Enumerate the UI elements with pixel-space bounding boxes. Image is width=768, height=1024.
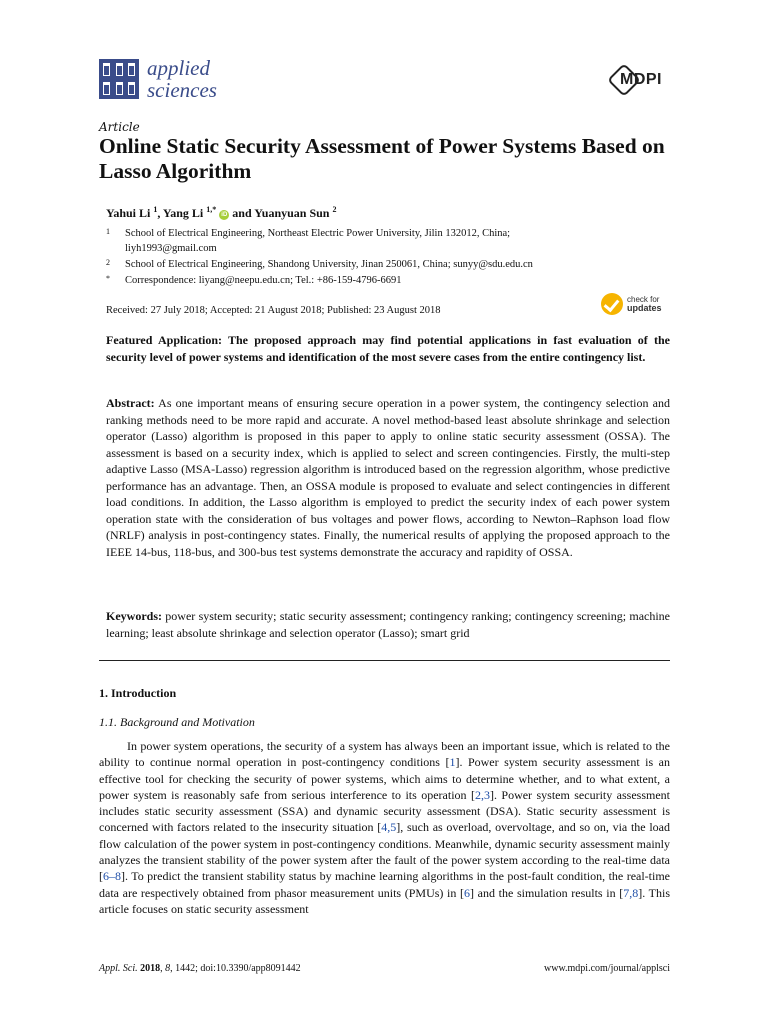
- body-text-run: ] and the simulation results in [: [470, 885, 624, 900]
- footer-doi: , 1442; doi:10.3390/app8091442: [170, 963, 301, 974]
- check-updates-line1: check for: [627, 295, 660, 304]
- citation-link[interactable]: 4,5: [381, 820, 397, 835]
- author-name[interactable]: Yuanyuan Sun: [254, 206, 330, 220]
- affiliation-2: [106, 257, 595, 272]
- footer-journal-url[interactable]: www.mdpi.com/journal/applsci: [544, 963, 670, 974]
- author-affiliation-mark: 1,*: [206, 205, 217, 214]
- journal-logo[interactable]: [99, 57, 217, 101]
- mdpi-hexagon-icon: [607, 63, 641, 97]
- publication-dates: Received: 27 July 2018; Accepted: 21 August 2018; Published: 23 August 2018: [106, 305, 441, 316]
- keywords: [106, 608, 670, 641]
- affiliation-1: [106, 226, 595, 256]
- journal-emblem-icon: [99, 59, 139, 99]
- citation-link[interactable]: 6–8: [103, 869, 121, 884]
- citation-link[interactable]: 7,8: [623, 885, 639, 900]
- featured-label: Featured Application:: [106, 333, 222, 347]
- affiliation-mark: 2: [106, 258, 110, 267]
- subsection-heading: 1.1. Background and Motivation: [99, 715, 255, 729]
- check-updates-line2: updates: [627, 303, 662, 313]
- author-affiliation-mark: 2: [332, 205, 337, 214]
- author-name[interactable]: Yahui Li: [106, 206, 151, 220]
- orcid-icon[interactable]: iD: [221, 212, 228, 218]
- citation-link[interactable]: 2,3: [474, 787, 490, 802]
- featured-application: [106, 332, 670, 365]
- article-type: Article: [99, 120, 140, 134]
- correspondence-text: Correspondence: liyang@neepu.edu.cn; Tel.: +86-159-4796-6691: [125, 275, 402, 286]
- journal-name-line1: applied: [147, 56, 210, 80]
- publisher-name: MDPI: [620, 71, 662, 88]
- citation-link[interactable]: 1: [449, 755, 456, 770]
- body-text-run: ]. Power system security assessment includes static security assessment (SSA) and dynamic security assessment (DSA). Static security assessment is concerned with factors related to the insecurity situation [: [99, 787, 670, 835]
- keywords-text: power system security; static security assessment; contingency ranking; contingency screening; machine learning; least absolute shrinkage and selection operator (Lasso); smart grid: [106, 609, 671, 640]
- keywords-label: Keywords:: [106, 609, 162, 623]
- section-divider: [99, 660, 670, 661]
- check-for-updates-badge[interactable]: [601, 293, 662, 315]
- body-text-run: ]. Power system security assessment is an effective tool for checking the security of power systems, which aims to determine whether, and to what extent, a power system is reasonably safe from serious interference to its operation [: [99, 755, 670, 802]
- abstract-text: As one important means of ensuring secure operation in a power system, the contingency selection and ranking methods need to be more rapid and accurate. A novel method-based least absolute shrinkage and selection operator (Lasso) algorithm is proposed in this paper to apply to online static security assessment (OSSA). The assessment is based on a security index, which is applied to select and screen contingencies. Firstly, the multi-step adaptive Lasso (MSA-Lasso) regression algorithm is introduced based on the regression algorithm, whose predictive performance has an advantage. Then, an OSSA module is proposed to evaluate and select contingencies in different load conditions. In addition, the Lasso algorithm is employed to predict the security index of each power system operation state with the consideration of bus voltages and power flows, according to Newton–Raphson load flow (NRLF) analysis in post-contingency states. Finally, the numerical results of applying the proposed approach to the IEEE 14-bus, 118-bus, and 300-bus test systems demonstrate the accuracy and rapidity of OSSA.: [106, 396, 670, 559]
- affiliation-text: School of Electrical Engineering, Northeast Electric Power University, Jilin 132012, China; liyh1993@gmail.com: [125, 228, 511, 254]
- footer-citation: Appl. Sci. 2018, 8, 1442; doi:10.3390/app8091442: [99, 963, 301, 974]
- publisher-logo[interactable]: [612, 68, 664, 92]
- affiliation-mark: 1: [106, 227, 110, 236]
- citation-link[interactable]: 6: [464, 885, 471, 900]
- featured-text: The proposed approach may find potential applications in fast evaluation of the security level of power systems and identification of the most severe cases from the entire contingency list.: [106, 333, 670, 364]
- journal-name-line2: sciences: [147, 78, 217, 102]
- affiliation-text: School of Electrical Engineering, Shandong University, Jinan 250061, China; sunyy@sdu.edu.cn: [125, 259, 533, 270]
- body-text-run: ]. To predict the transient stability status by machine learning algorithms in the post-fault condition, the real-time data are respectively obtained from phasor measurement units (PMUs) in [: [99, 869, 670, 900]
- correspondence-mark: *: [106, 274, 110, 283]
- correspondence: [106, 273, 595, 288]
- body-paragraph: [99, 738, 670, 917]
- check-updates-icon: [601, 293, 623, 315]
- author-affiliation-mark: 1: [153, 205, 158, 214]
- author-name[interactable]: Yang Li: [162, 206, 204, 220]
- footer-journal-abbr: Appl. Sci.: [99, 963, 138, 974]
- paper-title: Online Static Security Assessment of Power Systems Based on Lasso Algorithm: [99, 134, 665, 183]
- abstract: [106, 395, 670, 560]
- body-text-run: In power system operations, the security of a system has always been an important issue, which is related to the ability to continue normal operation in post-contingency conditions [: [99, 739, 670, 770]
- section-heading: 1. Introduction: [99, 686, 177, 700]
- author-list: Yahui Li $^1$, Yang Li $^{1,*}$ iD and Yuanyuan Sun $^2$: [106, 205, 337, 220]
- journal-name: [147, 57, 217, 101]
- body-text-run: ], such as overload, overvoltage, and so on, via the load flow calculation of the power system in post-contingency conditions. Meanwhile, dynamic security assessment mainly analyzes the transient stability of the power system after the fault of the power system according to the real-time data [: [99, 820, 670, 884]
- abstract-label: Abstract:: [106, 396, 155, 410]
- footer-volume: 8: [165, 963, 171, 974]
- body-text-run: ]. This article focuses on static security assessment: [99, 885, 670, 916]
- author-conjunction: and: [232, 206, 252, 220]
- footer-year: 2018: [140, 963, 161, 974]
